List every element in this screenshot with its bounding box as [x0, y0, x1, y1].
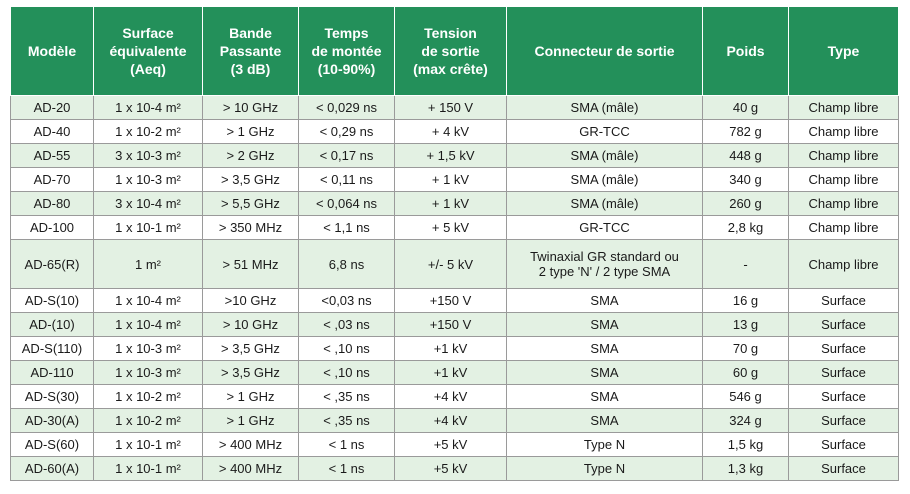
column-header-line: (10-90%)	[317, 61, 376, 77]
cell-poids: 70 g	[703, 337, 789, 361]
cell-tension-sortie: +4 kV	[395, 409, 507, 433]
cell-bande-passante: > 400 MHz	[203, 457, 299, 481]
table-row	[11, 433, 899, 457]
cell-connecteur-sortie: SMA	[507, 409, 703, 433]
cell-surface: 1 x 10-2 m²	[94, 385, 203, 409]
cell-surface: 1 x 10-4 m²	[94, 313, 203, 337]
cell-connecteur-sortie: SMA	[507, 289, 703, 313]
cell-tension-sortie: +1 kV	[395, 361, 507, 385]
table-row	[11, 337, 899, 361]
cell-temps-montee: < 0,11 ns	[299, 168, 395, 192]
cell-type: Champ libre	[789, 168, 899, 192]
cell-tension-sortie: + 1 kV	[395, 192, 507, 216]
cell-type: Surface	[789, 361, 899, 385]
cell-surface: 3 x 10-3 m²	[94, 144, 203, 168]
cell-surface: 1 x 10-2 m²	[94, 120, 203, 144]
cell-modele: AD-60(A)	[11, 457, 94, 481]
cell-temps-montee: < 1,1 ns	[299, 216, 395, 240]
cell-type: Champ libre	[789, 96, 899, 120]
column-header-modele	[11, 7, 94, 96]
cell-connecteur-sortie: GR-TCC	[507, 120, 703, 144]
table-row	[11, 457, 899, 481]
cell-poids: 340 g	[703, 168, 789, 192]
cell-type: Champ libre	[789, 240, 899, 289]
cell-temps-montee: < ,35 ns	[299, 409, 395, 433]
column-header-line: Type	[827, 43, 860, 59]
column-header-temps-montee	[299, 7, 395, 96]
cell-type: Surface	[789, 385, 899, 409]
cell-temps-montee: < 1 ns	[299, 457, 395, 481]
table-row	[11, 361, 899, 385]
cell-connecteur-sortie: SMA (mâle)	[507, 96, 703, 120]
cell-tension-sortie: +4 kV	[395, 385, 507, 409]
cell-surface: 1 x 10-3 m²	[94, 337, 203, 361]
cell-poids: 1,5 kg	[703, 433, 789, 457]
cell-modele: AD-S(30)	[11, 385, 94, 409]
cell-temps-montee: < 0,029 ns	[299, 96, 395, 120]
cell-bande-passante: > 10 GHz	[203, 96, 299, 120]
cell-temps-montee: < ,10 ns	[299, 361, 395, 385]
cell-surface: 3 x 10-4 m²	[94, 192, 203, 216]
cell-modele: AD-(10)	[11, 313, 94, 337]
cell-surface: 1 x 10-3 m²	[94, 168, 203, 192]
cell-bande-passante: > 1 GHz	[203, 409, 299, 433]
cell-modele: AD-100	[11, 216, 94, 240]
cell-modele: AD-S(110)	[11, 337, 94, 361]
cell-temps-montee: < ,03 ns	[299, 313, 395, 337]
cell-modele: AD-110	[11, 361, 94, 385]
cell-connecteur-sortie: Type N	[507, 433, 703, 457]
cell-poids: 2,8 kg	[703, 216, 789, 240]
cell-type: Surface	[789, 457, 899, 481]
cell-type: Surface	[789, 409, 899, 433]
cell-type: Champ libre	[789, 120, 899, 144]
column-header-poids	[703, 7, 789, 96]
cell-poids: 60 g	[703, 361, 789, 385]
column-header-connecteur-sortie	[507, 7, 703, 96]
cell-modele: AD-30(A)	[11, 409, 94, 433]
cell-surface: 1 m²	[94, 240, 203, 289]
cell-type: Champ libre	[789, 192, 899, 216]
cell-modele: AD-70	[11, 168, 94, 192]
cell-poids: 1,3 kg	[703, 457, 789, 481]
cell-modele: AD-20	[11, 96, 94, 120]
cell-connecteur-sortie	[507, 240, 703, 289]
cell-tension-sortie: + 4 kV	[395, 120, 507, 144]
table-row	[11, 120, 899, 144]
cell-temps-montee: < ,10 ns	[299, 337, 395, 361]
table-container	[10, 6, 899, 481]
cell-bande-passante: > 3,5 GHz	[203, 361, 299, 385]
table-row	[11, 192, 899, 216]
cell-surface: 1 x 10-1 m²	[94, 433, 203, 457]
cell-modele: AD-S(60)	[11, 433, 94, 457]
column-header-type	[789, 7, 899, 96]
column-header-tension-sortie	[395, 7, 507, 96]
cell-type: Surface	[789, 313, 899, 337]
cell-connecteur-sortie: SMA	[507, 361, 703, 385]
cell-modele: AD-S(10)	[11, 289, 94, 313]
cell-connecteur-sortie: SMA	[507, 385, 703, 409]
cell-bande-passante: > 1 GHz	[203, 385, 299, 409]
cell-tension-sortie: + 1 kV	[395, 168, 507, 192]
cell-surface: 1 x 10-4 m²	[94, 96, 203, 120]
cell-surface: 1 x 10-4 m²	[94, 289, 203, 313]
cell-connecteur-sortie: SMA	[507, 313, 703, 337]
cell-temps-montee: < 0,29 ns	[299, 120, 395, 144]
table-row	[11, 385, 899, 409]
column-header-line: de montée	[311, 43, 382, 59]
column-header-line: Surface	[122, 25, 174, 41]
column-header-line: (3 dB)	[230, 61, 271, 77]
table-row	[11, 216, 899, 240]
cell-modele: AD-65(R)	[11, 240, 94, 289]
cell-bande-passante: > 10 GHz	[203, 313, 299, 337]
table-row	[11, 313, 899, 337]
cell-connecteur-sortie: SMA (mâle)	[507, 192, 703, 216]
cell-tension-sortie: +5 kV	[395, 433, 507, 457]
cell-tension-sortie: +/- 5 kV	[395, 240, 507, 289]
cell-modele: AD-80	[11, 192, 94, 216]
column-header-line: Temps	[324, 25, 369, 41]
cell-connecteur-sortie: GR-TCC	[507, 216, 703, 240]
cell-poids: 324 g	[703, 409, 789, 433]
column-header-line: de sortie	[421, 43, 480, 59]
cell-line: 2 type 'N' / 2 type SMA	[538, 264, 671, 279]
cell-tension-sortie: +150 V	[395, 289, 507, 313]
cell-poids: 260 g	[703, 192, 789, 216]
cell-type: Champ libre	[789, 216, 899, 240]
cell-temps-montee: <0,03 ns	[299, 289, 395, 313]
table-row	[11, 144, 899, 168]
cell-bande-passante: > 51 MHz	[203, 240, 299, 289]
cell-tension-sortie: + 5 kV	[395, 216, 507, 240]
column-header-line: équivalente	[109, 43, 187, 59]
column-header-surface	[94, 7, 203, 96]
cell-bande-passante: >10 GHz	[203, 289, 299, 313]
cell-poids: 40 g	[703, 96, 789, 120]
cell-bande-passante: > 400 MHz	[203, 433, 299, 457]
cell-surface: 1 x 10-3 m²	[94, 361, 203, 385]
table-row	[11, 168, 899, 192]
cell-tension-sortie: +5 kV	[395, 457, 507, 481]
cell-type: Surface	[789, 433, 899, 457]
cell-bande-passante: > 2 GHz	[203, 144, 299, 168]
cell-surface: 1 x 10-1 m²	[94, 216, 203, 240]
cell-tension-sortie: + 150 V	[395, 96, 507, 120]
cell-connecteur-sortie: SMA (mâle)	[507, 144, 703, 168]
cell-bande-passante: > 5,5 GHz	[203, 192, 299, 216]
cell-tension-sortie: +150 V	[395, 313, 507, 337]
cell-poids: 13 g	[703, 313, 789, 337]
cell-bande-passante: > 350 MHz	[203, 216, 299, 240]
cell-connecteur-sortie: Type N	[507, 457, 703, 481]
cell-tension-sortie: +1 kV	[395, 337, 507, 361]
cell-connecteur-sortie: SMA (mâle)	[507, 168, 703, 192]
cell-temps-montee: 6,8 ns	[299, 240, 395, 289]
column-header-line: Tension	[424, 25, 477, 41]
cell-line: Twinaxial GR standard ou	[530, 249, 679, 264]
cell-poids: 782 g	[703, 120, 789, 144]
cell-surface: 1 x 10-1 m²	[94, 457, 203, 481]
column-header-line: Bande	[229, 25, 272, 41]
column-header-line: Passante	[219, 43, 282, 59]
table-row	[11, 289, 899, 313]
column-header-line: Modèle	[27, 43, 77, 59]
cell-poids: -	[703, 240, 789, 289]
cell-temps-montee: < 1 ns	[299, 433, 395, 457]
header-row	[11, 7, 899, 96]
table-row	[11, 409, 899, 433]
column-header-bande-passante	[203, 7, 299, 96]
cell-temps-montee: < ,35 ns	[299, 385, 395, 409]
cell-modele: AD-55	[11, 144, 94, 168]
column-header-line: Poids	[726, 43, 765, 59]
cell-type: Surface	[789, 289, 899, 313]
table-body	[11, 96, 899, 481]
cell-bande-passante: > 3,5 GHz	[203, 337, 299, 361]
cell-poids: 448 g	[703, 144, 789, 168]
column-header-line: (max crête)	[413, 61, 488, 77]
cell-poids: 546 g	[703, 385, 789, 409]
cell-temps-montee: < 0,17 ns	[299, 144, 395, 168]
cell-poids: 16 g	[703, 289, 789, 313]
cell-connecteur-sortie: SMA	[507, 337, 703, 361]
cell-surface: 1 x 10-2 m²	[94, 409, 203, 433]
table-row	[11, 96, 899, 120]
cell-tension-sortie: + 1,5 kV	[395, 144, 507, 168]
cell-bande-passante: > 1 GHz	[203, 120, 299, 144]
column-header-line: Connecteur de sortie	[534, 43, 675, 59]
column-header-line: (Aeq)	[130, 61, 166, 77]
cell-temps-montee: < 0,064 ns	[299, 192, 395, 216]
specs-table	[10, 6, 899, 481]
cell-type: Champ libre	[789, 144, 899, 168]
cell-bande-passante: > 3,5 GHz	[203, 168, 299, 192]
cell-type: Surface	[789, 337, 899, 361]
table-row	[11, 240, 899, 289]
cell-modele: AD-40	[11, 120, 94, 144]
